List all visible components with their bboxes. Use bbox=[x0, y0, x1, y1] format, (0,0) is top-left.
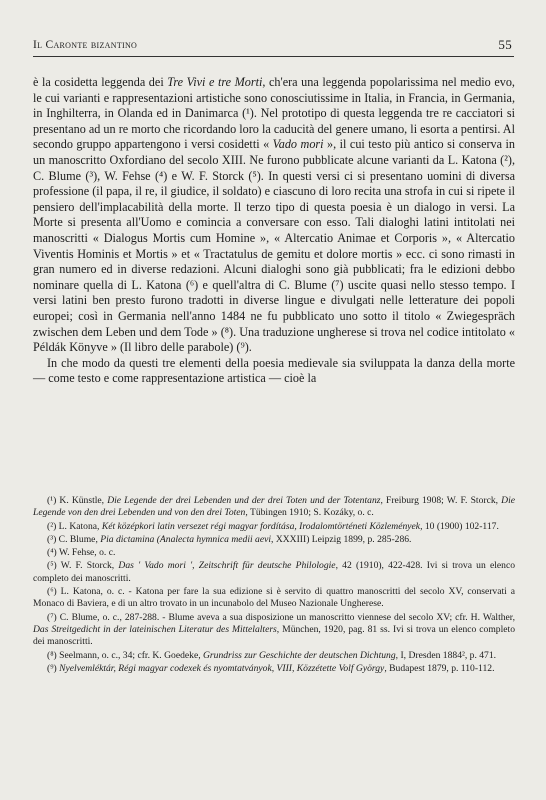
footnote-text: (⁴) W. Fehse, o. c. bbox=[47, 547, 116, 559]
footnote-text: (³) C. Blume, bbox=[47, 533, 101, 545]
running-header bbox=[33, 36, 514, 57]
paragraph-italic: Vado mori bbox=[272, 137, 324, 152]
footnote-text: , 42 (1910), 422-428. Ivi si trova un elenco completo dei manoscritti. bbox=[33, 560, 516, 584]
footnote-text: (²) L. Katona, bbox=[47, 520, 102, 532]
paragraph-text: , ch'era una leggenda popolarissima nel medio evo, le cui varianti e rappresentazioni artistiche sono conosciutissime in Italia, in Francia, in Germania, in Inghilterra, in Olanda ed in Danimarca (¹). Nel prototipo di questa leggenda tre re cacciatori si presentano ad un re morto che ricordando loro la caducità del genere umano, li esorta a pentirsi. Al secondo gruppo appartengono i versi cosidetti « bbox=[33, 75, 515, 152]
footnote-text: , XXXIII) Leipzig 1899, p. 285-286. bbox=[271, 533, 412, 545]
footnote-italic: Grundriss zur Geschichte der deutschen Dichtung bbox=[203, 649, 396, 661]
footnote-text: (⁹) bbox=[47, 662, 60, 674]
main-text bbox=[33, 75, 515, 387]
footnote-italic: Das Streitgedicht in der lateinischen Literatur des Mittelalters bbox=[33, 623, 277, 635]
footnote-text: , München, 1920, pag. 81 ss. Ivi si trova un elenco completo dei manoscritti. bbox=[33, 623, 515, 648]
footnote bbox=[33, 547, 515, 559]
footnote bbox=[33, 650, 515, 662]
footnote bbox=[33, 560, 515, 585]
footnote-text: , Tübingen 1910; S. Kozáky, o. c. bbox=[245, 507, 374, 519]
footnote bbox=[33, 612, 515, 649]
footnote-text: (⁸) Seelmann, o. c., 34; cfr. K. Goedeke, bbox=[47, 649, 203, 661]
footnote-text: (¹) K. Künstle, bbox=[47, 495, 108, 506]
footnote bbox=[33, 521, 515, 533]
paragraph bbox=[33, 356, 515, 387]
footnote-text: , Budapest 1879, p. 110-112. bbox=[384, 662, 495, 674]
footnote-italic: Das ' Vado mori ', Zeitschrift für deutsche Philologie bbox=[118, 560, 336, 572]
running-title: Il Caronte bizantino bbox=[33, 39, 138, 51]
footnote-text: (⁵) W. F. Storck, bbox=[47, 560, 119, 572]
footnote-text: , Freiburg 1908; W. F. Storck, bbox=[380, 495, 502, 506]
page-number: 55 bbox=[498, 37, 512, 52]
paragraph bbox=[33, 75, 515, 356]
footnote bbox=[33, 586, 515, 611]
paragraph-italic: Tre Vivi e tre Morti bbox=[167, 75, 263, 89]
footnote-italic: Két középkori latin versezet régi magyar fordítása, Irodalomtörténeti Közlemények bbox=[101, 520, 421, 532]
footnote-text: , 10 (1900) 102-117. bbox=[420, 520, 499, 532]
footnote-text: (⁶) L. Katona, o. c. - Katona per fare la sua edizione si è servito di quattro manoscritti del secolo XV, conservati a Monaco di Baviera, e di un altro trovato in un incunabolo del Museo Nazionale Ungherese. bbox=[33, 586, 515, 610]
footnote-italic: Pia dictamina (Analecta hymnica medii aevi bbox=[100, 533, 272, 545]
footnote-italic: Nyelvemléktár, Régi magyar codexek és nyomtatványok, VIII, Közzétette Volf György bbox=[59, 662, 385, 674]
footnote-text: (⁷) C. Blume, o. c., 287-288. - Blume aveva a sua disposizione un manoscritto viennese del secolo XV; cfr. H. Walther, bbox=[47, 611, 515, 623]
footnotes bbox=[33, 495, 515, 676]
paragraph-text: In che modo da questi tre elementi della poesia medievale sia sviluppata la danza della morte — come testo e come rappresentazione artistica — cioè la bbox=[33, 355, 515, 386]
footnote-italic: Die Legende der drei Lebenden und der drei Toten und der Totentanz bbox=[107, 495, 381, 506]
paragraph-text: è la cosidetta leggenda dei bbox=[33, 75, 168, 89]
footnote bbox=[33, 534, 515, 546]
footnote bbox=[33, 663, 515, 675]
footnote-text: , I, Dresden 1884², p. 471. bbox=[395, 649, 497, 661]
paragraph-text: », il cui testo più antico si conserva in un manoscritto Oxfordiano del secolo XIII. Ne furono pubblicate alcune varianti da L. Katona (²), C. Blume (³), W. Fehse (⁴) e W. F. Storck (⁵). In questi versi ci si presentano uomini di diversa professione (il papa, il re, il giudice, il soldato) e ciascuno di loro recita una strofa in cui si ripete il pensiero dell'implacabilità della morte. Il terzo tipo di questa poesia è un dialogo in versi. La Morte si presenta all'Uomo e comincia a conversare con esso. Tali dialoghi latini intitolati nei manoscritti « Dialogus Mortis cum Homine », « Altercatio Animae et Corporis », « Altercatio Viventis Hominis et Mortis » et « Tractatulus de gemitu et dolore mortis » ecc. ci sono rimasti in gran numero ed in diverse redazioni. Alcuni dialoghi sono già pubblicati; fra le edizioni debbo nominare quella di L. Katona (⁶) e quell'altra di C. Blume (⁷) uscite quasi nello stesso tempo. I versi latini ben presto furono tradotti in diverse lingue e divulgati nelle letterature dei popoli europei; così in Germania nell'anno 1484 ne fu pubblicato uno sotto il titolo « Zwiegespräch zwischen dem Leben und dem Tode » (⁸). Una traduzione ungherese si trova nel codice intitolato « Példák Könyve » (Il libro delle parabole) (⁹). bbox=[33, 137, 515, 355]
footnote-italic: Die Legende von den drei Lebenden und von den drei Toten bbox=[33, 495, 516, 519]
footnote bbox=[33, 495, 515, 520]
